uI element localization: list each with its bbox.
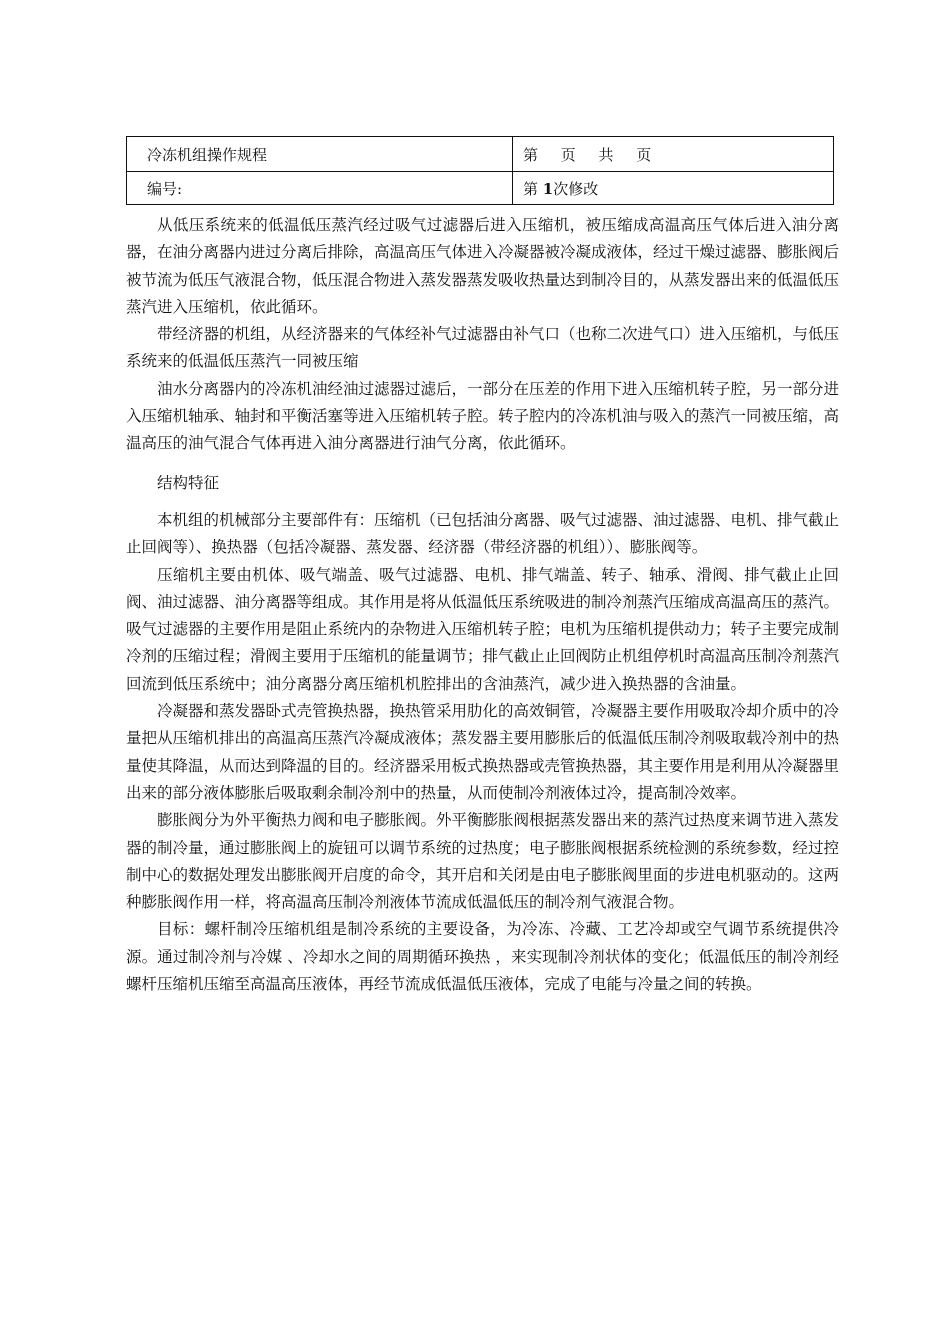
- document-header-table: [126, 136, 834, 205]
- paragraph-oil-cycle: 油水分离器内的冷冻机油经油过滤器过滤后，一部分在压差的作用下进入压缩机转子腔，另一部分进入压缩机轴承、轴封和平衡活塞等进入压缩机转子腔。转子腔内的冷冻机油与吸入的蒸汽一同被压缩，高温高压的油气混合气体再进入油分离器进行油气分离，依此循环。: [126, 379, 840, 453]
- procedure-title: 冷冻机组操作规程: [127, 137, 513, 172]
- paragraph-main-components: 本机组的机械部分主要部件有：压缩机（已包括油分离器、吸气过滤器、油过滤器、电机、排气截止止回阀等）、换热器（包括冷凝器、蒸发器、经济器（带经济器的机组））、膨胀阀等。: [126, 510, 840, 557]
- paragraph-compressor: 压缩机主要由机体、吸气端盖、吸气过滤器、电机、排气端盖、转子、轴承、滑阀、排气截止止回阀、油过滤器、油分离器等组成。其作用是将从低温低压系统吸进的制冷剂蒸汽压缩成高温高压的蒸汽。吸气过滤器的主要作用是阻止系统内的杂物进入压缩机转子腔；电机为压缩机提供动力；转子主要完成制冷剂的压缩过程；滑阀主要用于压缩机的能量调节；排气截止止回阀防止机组停机时高温高压制冷剂蒸汽回流到低压系统中；油分离器分离压缩机机腔排出的含油蒸汽，减少进入换热器的含油量。: [126, 565, 840, 693]
- paragraph-objective: 目标：螺杆制冷压缩机组是制冷系统的主要设备，为冷冻、冷藏、工艺冷却或空气调节系统提供冷源。通过制冷剂与冷媒 、冷却水之间的周期循环换热 ，来实现制冷剂状体的变化；低温低压的制冷剂经螺杆压缩机压缩至高温高压液体，再经节流成低温低压液体，完成了电能与冷量之间的转换。: [126, 920, 839, 994]
- paragraph-condenser-evaporator: 冷凝器和蒸发器卧式壳管换热器，换热管采用肋化的高效铜管，冷凝器主要作用吸取冷却介质中的冷量把从压缩机排出的高温高压蒸汽冷凝成液体；蒸发器主要用膨胀后的低温低压制冷剂吸取载冷剂中的热量使其降温，从而达到降温的目的。经济器采用板式换热器或壳管换热器，其主要作用是利用从冷凝器里出来的部分液体膨胀后吸取剩余制冷剂中的热量，从而使制冷剂液体过冷，提高制冷效率。: [126, 702, 840, 802]
- revision-suffix: 次修改: [553, 179, 599, 198]
- revision-info: [513, 172, 834, 205]
- header-row-title: [127, 137, 834, 172]
- header-row-number: [127, 172, 834, 205]
- paragraph-expansion-valve: 膨胀阀分为外平衡热力阀和电子膨胀阀。外平衡膨胀阀根据蒸发器出来的蒸汽过热度来调节进入蒸发器的制冷量，通过膨胀阀上的旋钮可以调节系统的过热度；电子膨胀阀根据系统检测的系统参数，经过控制中心的数据处理发出膨胀阀开启度的命令，其开启和关闭是由电子膨胀阀里面的步进电机驱动的。这两种膨胀阀作用一样，将高温高压制冷剂液体节流成低温低压的制冷剂气液混合物。: [126, 811, 840, 912]
- paragraph-refrigerant-cycle: 从低压系统来的低温低压蒸汽经过吸气过滤器后进入压缩机，被压缩成高温高压气体后进入油分离器，在油分离器内进过分离后排除，高温高压气体进入冷凝器被冷凝成液体，经过干燥过滤器、膨胀阀后被节流为低压气液混合物，低压混合物进入蒸发器蒸发吸收热量达到制冷目的，从蒸发器出来的低温低压蒸汽进入压缩机，依此循环。: [126, 216, 840, 316]
- section-heading-structure: 结构特征: [157, 473, 220, 492]
- page-info-text: 第 页 共 页: [523, 145, 652, 164]
- page-info: [513, 137, 834, 172]
- document-body: [126, 212, 839, 998]
- paragraph-economizer: 带经济器的机组，从经济器来的气体经补气过滤器由补气口（也称二次进气口）进入压缩机，与低压系统来的低温低压蒸汽一同被压缩: [126, 325, 840, 371]
- revision-prefix: 第: [523, 179, 539, 198]
- document-number-label: 编号:: [127, 172, 513, 205]
- revision-number: 1: [542, 179, 554, 198]
